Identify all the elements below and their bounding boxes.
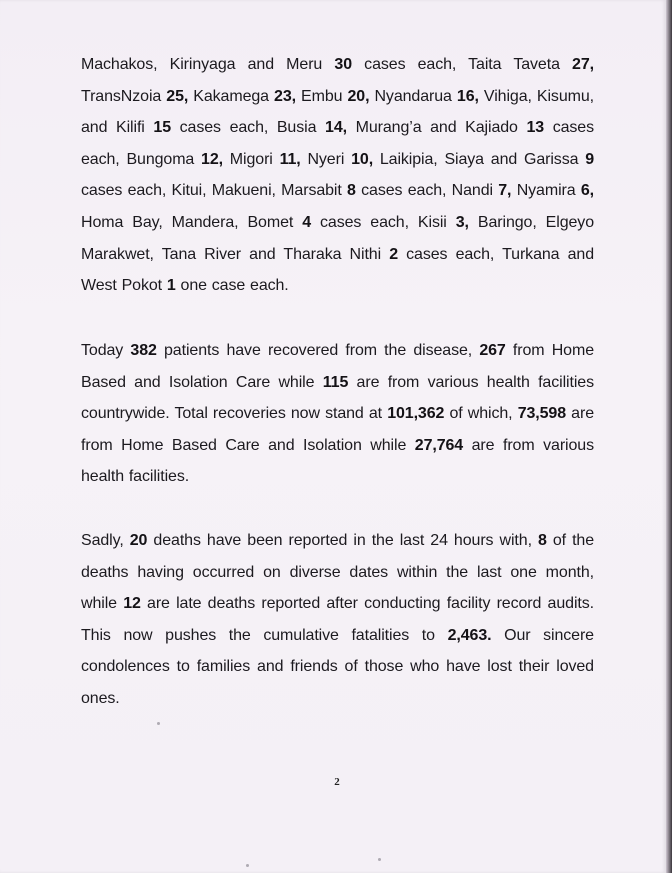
bold-figure: 20 [129,532,148,549]
text-run: are late deaths reported after conducting facility record audits. This now pushes the cumulative fatalities to [81,595,594,644]
bold-figure: 10, [351,150,374,168]
text-run: Sadly, [81,532,130,549]
text-run: are from various health facilities. [81,436,594,486]
text-run: from Home Based and Isolation Care while [81,342,594,391]
bold-figure: 267 [479,342,506,359]
text-run: cases each, Turkana and West Pokot [81,245,595,295]
bold-figure: 30 [334,56,352,73]
bold-figure: 7, [498,182,512,200]
bold-figure: 11, [279,150,301,168]
text-run: Migori [223,150,280,168]
paragraph-deaths [81,525,594,715]
text-run: Machakos, Kirinyaga and Meru [81,56,335,73]
text-run: Vihiga, Kisumu, and Kilifi [81,87,594,137]
bold-figure: 25, [166,87,189,105]
text-run: Our sincere condolences to families and friends of those who have lost their loved ones. [81,626,594,707]
bold-figure: 27, [572,56,594,73]
text-run: Homa Bay, Mandera, Bomet [81,213,303,231]
bold-figure: 27,764 [414,436,464,454]
text-run: cases each, Kitui, Makueni, Marsabit [81,182,348,200]
bold-figure: 16, [456,87,479,105]
bold-figure: 12, [201,150,223,168]
text-run: Baringo, Elgeyo Marakwet, Tana River and Tharaka Nithi [81,213,594,263]
bold-figure: 23, [274,87,296,105]
text-run: are from Home Based Care and Isolation while [81,405,595,454]
bold-figure: 15 [153,119,172,137]
paragraph-recoveries [81,335,594,493]
bold-figure: 20, [347,87,370,105]
bold-figure: 9 [585,150,595,168]
text-run: Nyeri [300,150,352,168]
bold-figure: 4 [302,213,312,231]
bold-figure: 13 [526,119,545,137]
scan-speck [246,864,249,867]
bold-figure: 115 [322,373,349,391]
bold-figure: 2 [389,245,398,263]
text-run: cases each, Bungoma [81,119,595,168]
text-run: cases each, Taita Taveta [352,56,573,73]
text-run: Nyandarua [369,87,457,105]
text-run: Murang’a and Kajiado [346,119,527,137]
bold-figure: 101,362 [387,405,445,423]
text-run: cases each, Kisii [311,213,456,231]
bold-figure: 2,463. [447,626,492,644]
text-run: TransNzoia [81,87,167,105]
text-run: one case each. [175,277,289,295]
scan-speck [378,858,381,861]
text-run: are from various health facilities countrywide. Total recoveries now stand at [81,373,594,423]
bold-figure: 8 [347,182,356,200]
text-run: Kakamega [188,87,275,105]
text-run: of the deaths having occurred on diverse dates within the last one month, while [81,532,595,613]
bold-figure: 1 [166,277,176,295]
text-run: of which, [444,405,518,423]
text-run: deaths have been reported in the last 24 hours with, [147,532,538,549]
text-run: cases each, Nandi [355,182,499,200]
bold-figure: 12 [123,595,141,613]
text-run: Laikipia, Siaya and Garissa [373,150,586,168]
text-run: patients have recovered from the disease, [156,342,480,359]
page-edge-shadow [666,0,672,873]
bold-figure: 8 [537,532,547,549]
bold-figure: 3, [455,213,469,231]
paragraph-county-cases [81,49,594,302]
bold-figure: 14, [325,119,347,137]
text-run: cases each, Busia [171,119,326,137]
scan-speck [157,722,160,725]
page-number: 2 [334,776,340,788]
text-run: Embu [295,87,348,105]
text-run: Nyamira [511,182,581,200]
bold-figure: 6, [580,182,595,200]
bold-figure: 73,598 [517,405,567,423]
bold-figure: 382 [130,342,157,359]
text-run: Today [81,342,131,359]
